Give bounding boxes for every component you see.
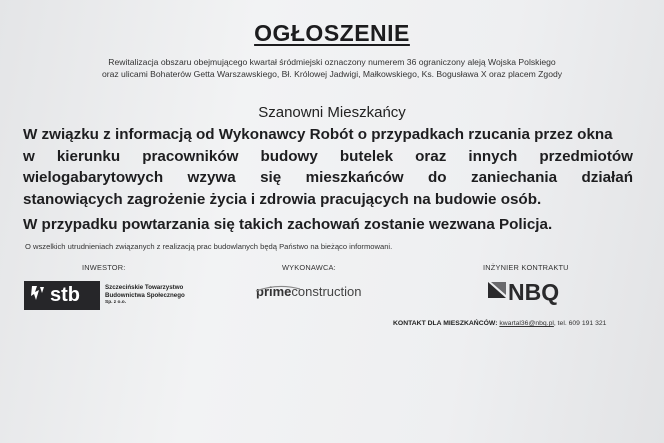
footnote: O wszelkich utrudnieniach związanych z realizacją prac budowlanych będą Państwo na bieżąco informowani. <box>25 242 393 251</box>
resident-contact <box>393 320 606 327</box>
project-description-line: Rewitalizacja obszaru obejmującego kwartał śródmiejski oznaczony numerem 36 ograniczony aleją Wojska Polskiego <box>108 57 556 67</box>
prime-construction-logo <box>256 284 362 299</box>
stb-company-name <box>105 284 185 307</box>
prime-logo-part1: prime <box>256 284 292 299</box>
notice-heading: OGŁOSZENIE <box>254 20 410 46</box>
contact-phone: , tel. 609 191 321 <box>553 320 607 327</box>
nbq-logo <box>487 279 559 306</box>
stb-company-name-line: Szczecińskie Towarzystwo <box>105 284 184 292</box>
investor-label: INWESTOR: <box>82 263 126 272</box>
stb-company-name-line: Sp. z o.o. <box>105 300 127 306</box>
stb-logo <box>24 281 185 310</box>
prime-arc-icon <box>255 280 301 295</box>
stb-logo-text: stb <box>50 284 80 306</box>
paragraph-line: W związku z informacją od Wykonawcy Robót o przypadkach rzucania przez okna <box>23 126 613 143</box>
paragraph-line: stanowiących zagrożenie życia i zdrowia pracujących na budowie osób. <box>23 190 542 208</box>
prime-logo-part2: construction <box>291 284 362 299</box>
paragraph-line: wielogabarytowych wzywa się mieszkańców do zaniechania działań <box>23 169 633 186</box>
nbq-logo-text: NBQ <box>508 279 560 305</box>
engineer-label: INŻYNIER KONTRAKTU <box>483 263 569 272</box>
contact-label: KONTAKT DLA MIESZKAŃCÓW: <box>393 320 498 327</box>
nbq-mark-icon <box>487 280 507 305</box>
contact-email-link[interactable]: kwartal36@nbq.pl <box>499 320 554 327</box>
paragraph-line: w kierunku pracowników budowy butelek oraz innych przedmiotów <box>23 147 633 165</box>
stb-logo-badge <box>24 281 100 310</box>
main-paragraph <box>23 124 633 210</box>
greeting: Szanowni Mieszkańcy <box>258 104 406 121</box>
police-warning: W przypadku powtarzania się takich zachowań zostanie wezwana Policja. <box>23 216 553 233</box>
stb-emblem-icon <box>30 284 46 307</box>
project-description <box>60 56 604 80</box>
contractor-label: WYKONAWCA: <box>282 263 336 272</box>
stb-company-name-line: Budownictwa Społecznego <box>105 291 185 299</box>
project-description-line: oraz ulicami Bohaterów Getta Warszawskiego, Bł. Królowej Jadwigi, Małkowskiego, Ks. Bogusława X oraz placem Zgody <box>101 69 563 79</box>
